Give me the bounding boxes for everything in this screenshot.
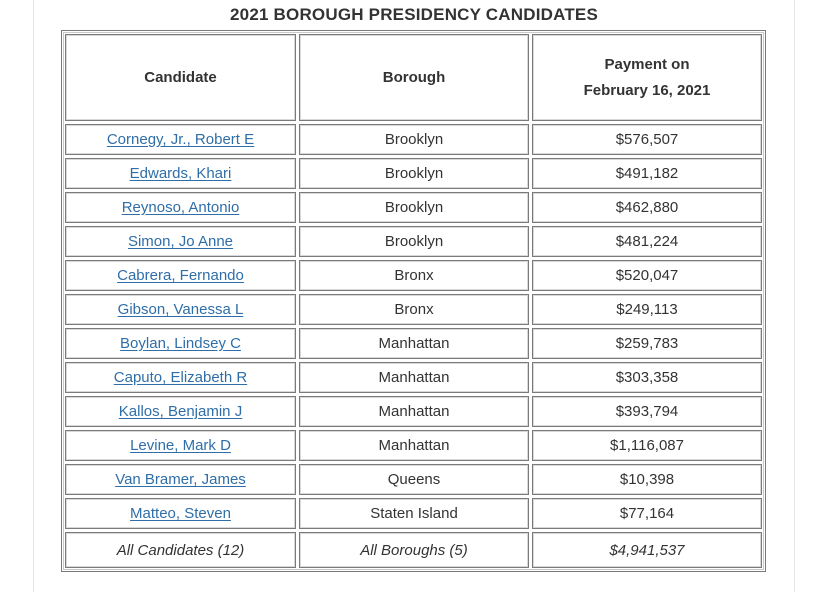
candidate-link[interactable]: Edwards, Khari bbox=[129, 165, 232, 182]
table-row bbox=[65, 396, 762, 427]
candidate-link[interactable]: Matteo, Steven bbox=[130, 505, 231, 522]
cell-payment: $1,116,087 bbox=[532, 430, 762, 461]
cell-candidate bbox=[65, 226, 296, 257]
cell-payment: $259,783 bbox=[532, 328, 762, 359]
header-borough: Borough bbox=[299, 34, 529, 121]
cell-borough: Manhattan bbox=[299, 328, 529, 359]
header-payment-line2: February 16, 2021 bbox=[583, 81, 711, 99]
table-header-row bbox=[65, 34, 762, 121]
candidate-link[interactable]: Simon, Jo Anne bbox=[127, 233, 234, 250]
cell-payment: $393,794 bbox=[532, 396, 762, 427]
table-body bbox=[65, 124, 762, 568]
table-row bbox=[65, 328, 762, 359]
cell-payment: $462,880 bbox=[532, 192, 762, 223]
table-row bbox=[65, 362, 762, 393]
table-row bbox=[65, 464, 762, 495]
total-candidates: All Candidates (12) bbox=[65, 532, 296, 568]
table-row bbox=[65, 192, 762, 223]
cell-borough: Brooklyn bbox=[299, 226, 529, 257]
cell-borough: Queens bbox=[299, 464, 529, 495]
candidate-link[interactable]: Kallos, Benjamin J bbox=[118, 403, 243, 420]
candidate-link[interactable]: Cabrera, Fernando bbox=[117, 267, 244, 284]
cell-borough: Staten Island bbox=[299, 498, 529, 529]
total-payment: $4,941,537 bbox=[532, 532, 762, 568]
cell-candidate bbox=[65, 328, 296, 359]
cell-borough: Bronx bbox=[299, 260, 529, 291]
cell-candidate bbox=[65, 192, 296, 223]
cell-borough: Brooklyn bbox=[299, 158, 529, 189]
cell-payment: $481,224 bbox=[532, 226, 762, 257]
candidate-link[interactable]: Boylan, Lindsey C bbox=[120, 335, 241, 352]
table-row bbox=[65, 226, 762, 257]
totals-row bbox=[65, 532, 762, 568]
cell-candidate bbox=[65, 294, 296, 325]
cell-payment: $520,047 bbox=[532, 260, 762, 291]
cell-candidate bbox=[65, 498, 296, 529]
cell-borough: Manhattan bbox=[299, 362, 529, 393]
cell-payment: $576,507 bbox=[532, 124, 762, 155]
cell-candidate bbox=[65, 260, 296, 291]
table-row bbox=[65, 124, 762, 155]
cell-candidate bbox=[65, 362, 296, 393]
table-row bbox=[65, 260, 762, 291]
header-payment-line1: Payment on bbox=[604, 55, 690, 73]
cell-candidate bbox=[65, 430, 296, 461]
candidate-link[interactable]: Reynoso, Antonio bbox=[121, 199, 240, 216]
table-row bbox=[65, 430, 762, 461]
cell-payment: $303,358 bbox=[532, 362, 762, 393]
total-boroughs: All Boroughs (5) bbox=[299, 532, 529, 568]
table-row bbox=[65, 294, 762, 325]
candidates-table bbox=[61, 30, 766, 572]
cell-payment: $77,164 bbox=[532, 498, 762, 529]
cell-borough: Manhattan bbox=[299, 396, 529, 427]
cell-candidate bbox=[65, 464, 296, 495]
cell-payment: $249,113 bbox=[532, 294, 762, 325]
table-row bbox=[65, 158, 762, 189]
cell-borough: Brooklyn bbox=[299, 192, 529, 223]
cell-borough: Brooklyn bbox=[299, 124, 529, 155]
candidate-link[interactable]: Cornegy, Jr., Robert E bbox=[106, 131, 255, 148]
cell-payment: $10,398 bbox=[532, 464, 762, 495]
candidate-link[interactable]: Levine, Mark D bbox=[130, 437, 231, 454]
table-row bbox=[65, 498, 762, 529]
candidate-link[interactable]: Van Bramer, James bbox=[115, 471, 246, 488]
candidate-link[interactable]: Gibson, Vanessa L bbox=[117, 301, 244, 318]
cell-borough: Bronx bbox=[299, 294, 529, 325]
header-payment bbox=[532, 34, 762, 121]
cell-borough: Manhattan bbox=[299, 430, 529, 461]
candidate-link[interactable]: Caputo, Elizabeth R bbox=[113, 369, 248, 386]
header-candidate: Candidate bbox=[65, 34, 296, 121]
cell-candidate bbox=[65, 396, 296, 427]
cell-candidate bbox=[65, 158, 296, 189]
cell-candidate bbox=[65, 124, 296, 155]
cell-payment: $491,182 bbox=[532, 158, 762, 189]
page-title: 2021 BOROUGH PRESIDENCY CANDIDATES bbox=[230, 5, 598, 24]
